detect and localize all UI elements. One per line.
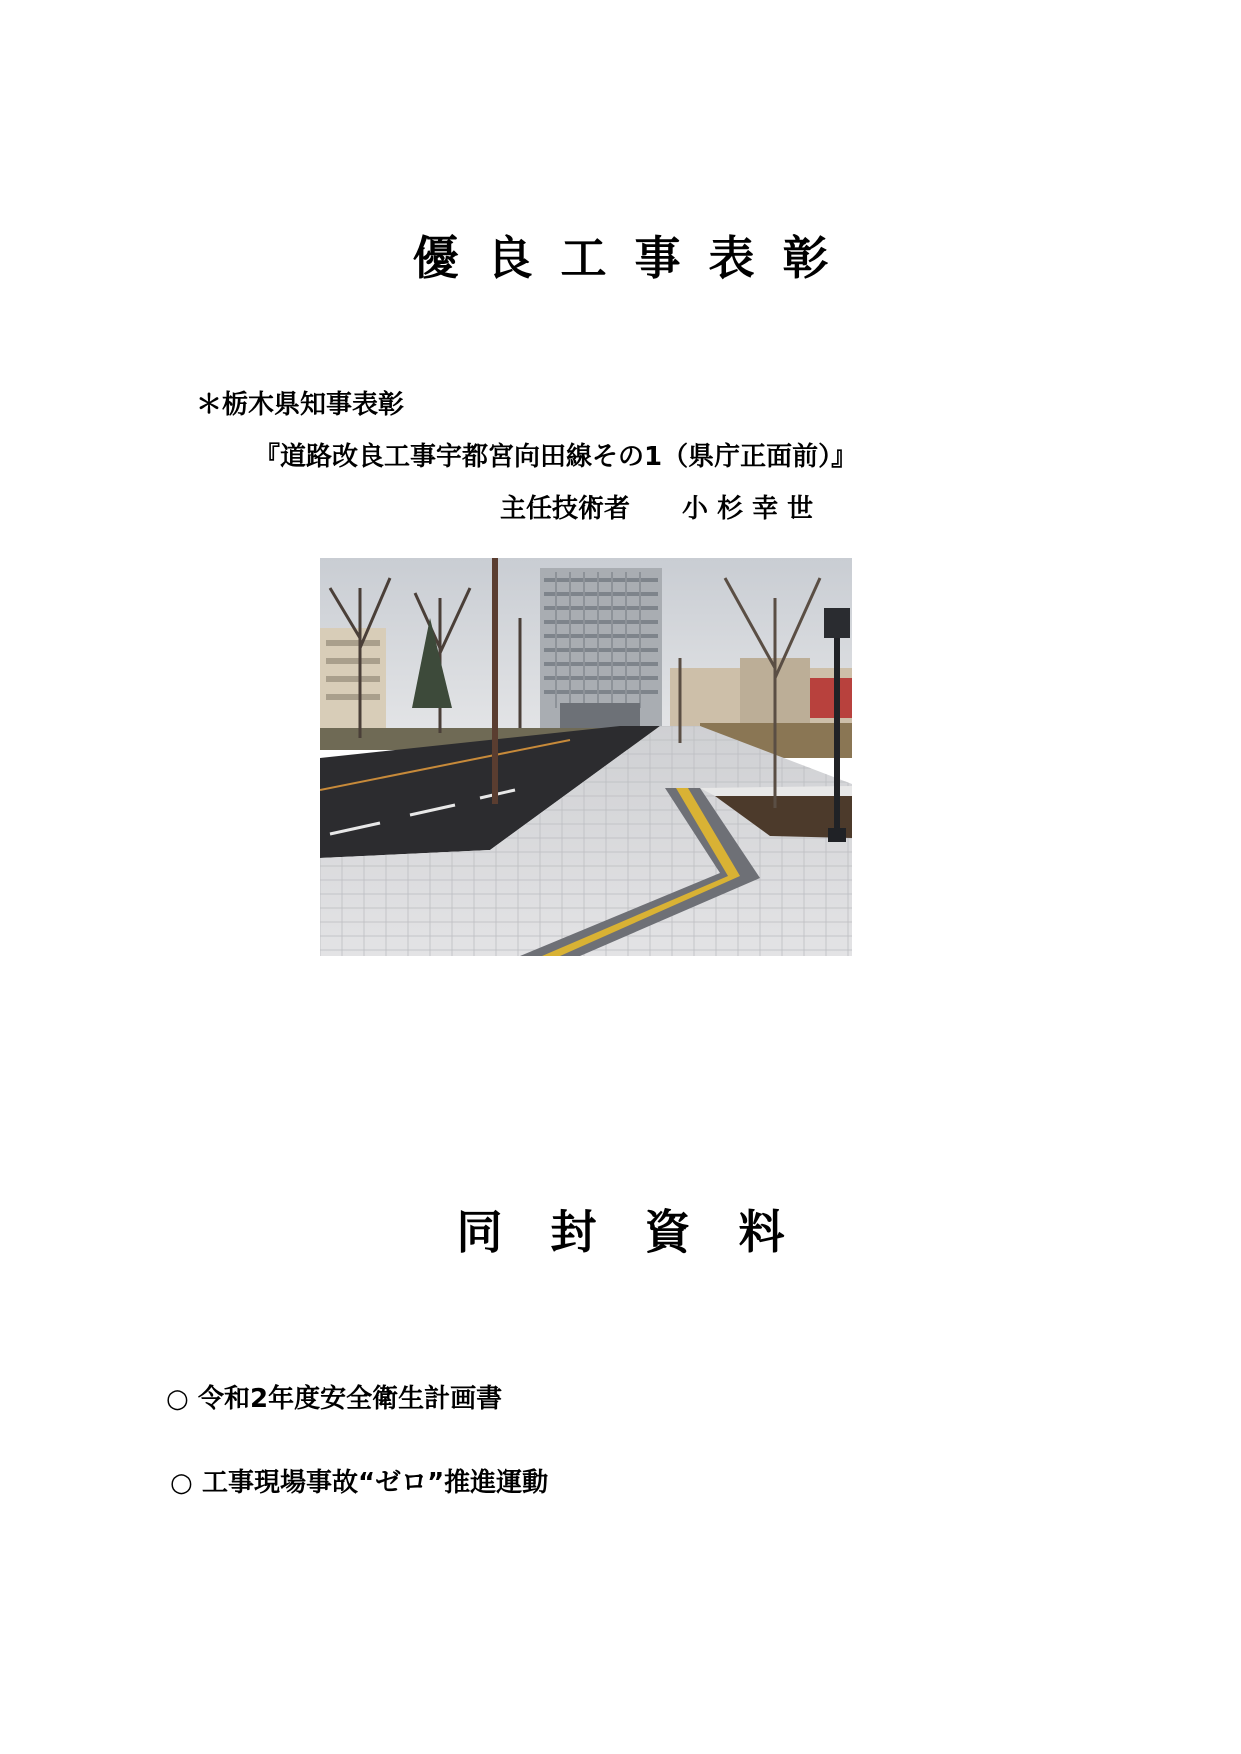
award-label: ＊栃木県知事表彰 (196, 390, 405, 420)
page-title: 優良工事表彰 (412, 231, 857, 285)
enclosed-item-label: 工事現場事故“ゼロ”推進運動 (202, 1468, 549, 1498)
enclosed-item-label: 令和2年度安全衛生計画書 (198, 1384, 503, 1414)
enclosed-item (166, 1378, 502, 1415)
bullet-circle: ○ (170, 1468, 193, 1498)
road-photo-illustration (320, 558, 852, 956)
engineer-line: 主任技術者 小 杉 幸 世 (500, 494, 814, 524)
enclosed-materials-title: 同封資料 (456, 1205, 833, 1259)
road-photo (320, 558, 852, 956)
enclosed-item (170, 1462, 548, 1499)
bullet-circle: ○ (166, 1384, 189, 1414)
project-name: 『道路改良工事宇都宮向田線その1（県庁正面前）』 (254, 442, 858, 472)
